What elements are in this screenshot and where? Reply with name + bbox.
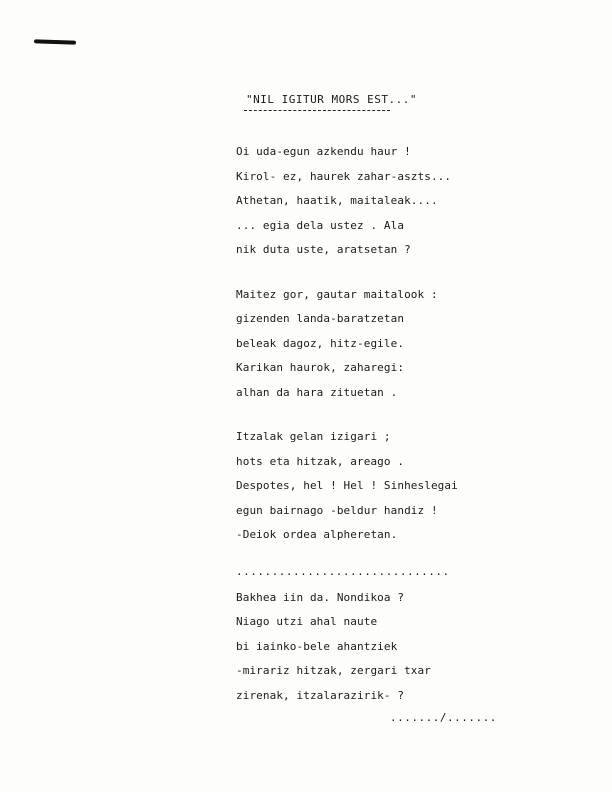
poem-line: Oi uda-egun azkendu haur ! (236, 145, 411, 158)
poem-title: "NIL IGITUR MORS EST..." (246, 93, 417, 106)
poem-line: nik duta uste, aratsetan ? (236, 243, 411, 256)
poem-line: Niago utzi ahal naute (236, 615, 378, 628)
poem-line: Maitez gor, gautar maitalook : (236, 287, 438, 301)
corner-mark (34, 39, 76, 44)
poem-line: beleak dagoz, hitz-egile. (236, 336, 405, 350)
poem-line: Despotes, hel ! Hel ! Sinheslegai (236, 479, 458, 492)
poem-line: egun bairnago -beldur handiz ! (236, 503, 438, 517)
poem-line: bi iainko-bele ahantziek (236, 639, 398, 653)
poem-line: gizenden landa-baratzetan (236, 312, 405, 325)
poem-body (236, 140, 536, 728)
poem-line: Bakhea iin da. Nondikoa ? (236, 590, 405, 604)
poem-line: Karikan haurok, zaharegi: (236, 361, 405, 374)
continuation-mark: ......./....... (390, 711, 497, 724)
dotted-separator: .............................. (236, 564, 450, 578)
stanza-1 (236, 140, 536, 263)
stanza-2 (236, 283, 536, 406)
poem-line: ... egia dela ustez . Ala (236, 218, 405, 232)
poem-line: -Deiok ordea alpheretan. (236, 528, 398, 541)
poem-line: Kirol- ez, haurek zahar-aszts... (236, 169, 452, 183)
title-underline (244, 110, 390, 111)
poem-line: Athetan, haatik, maitaleak.... (236, 194, 438, 207)
stanza-3 (236, 425, 536, 548)
poem-line: hots eta hitzak, areago . (236, 454, 405, 468)
poem-line: -mirariz hitzak, zergari txar (236, 664, 431, 677)
poem-line: zirenak, itzalarazirik- ? (236, 688, 405, 702)
stanza-4 (236, 586, 536, 709)
poem-line: Itzalak gelan izigari ; (236, 430, 391, 443)
poem-line: alhan da hara zituetan . (236, 385, 398, 399)
